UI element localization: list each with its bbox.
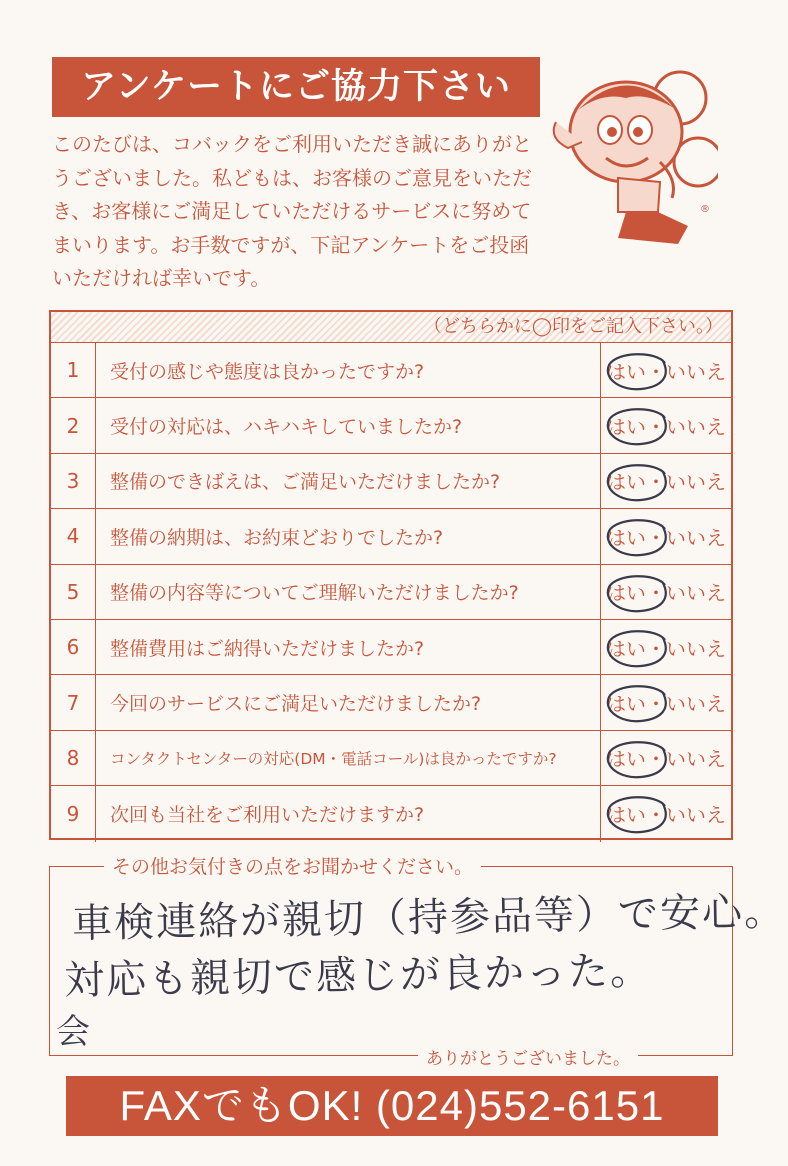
handwritten-comment-line-2: 対応も親切で感じが良かった。 [63,947,653,1005]
question-number: 8 [51,731,96,785]
answer-label: はい・いいえ [606,803,726,828]
survey-title: アンケートにご協力下さい [52,57,540,117]
question-number: 2 [51,398,96,452]
answer-label: はい・いいえ [606,636,726,661]
survey-row [51,620,731,675]
answer-label: はい・いいえ [606,525,726,550]
answer-choice[interactable] [601,398,731,452]
survey-row [51,398,731,453]
comments-title: その他お気付きの点をお聞かせください。 [104,852,481,879]
handwritten-comment-line-1: 車検連絡が親切（持参品等）で安心。 [71,888,787,948]
answer-label: はい・いいえ [606,747,726,772]
question-text: 次回も当社をご利用いただけますか? [96,786,601,841]
survey-row [51,343,731,398]
answer-choice[interactable] [601,786,731,841]
hand-drawn-circle-mark [603,626,673,670]
hand-drawn-circle-mark [603,515,673,559]
question-number: 7 [51,675,96,729]
answer-choice[interactable] [601,731,731,785]
question-number: 6 [51,620,96,674]
answer-choice[interactable] [601,675,731,729]
hand-drawn-circle-mark [603,792,673,836]
survey-instruction: （どちらかに◯印をご記入下さい。） [51,312,731,343]
question-text: コンタクトセンターの対応(DM・電話コール)は良かったですか? [96,731,601,785]
intro-text: このたびは、コバックをご利用いただき誠にありがとうございました。私どもは、お客様のご意見をいただき、お客様にご満足していただけるサービスに努めてまいります。お手数ですが、下記アンケートをご投函いただければ幸いです。 [52,132,532,290]
question-text: 受付の感じや態度は良かったですか? [96,343,601,397]
answer-choice[interactable] [601,343,731,397]
question-number: 9 [51,786,96,841]
thanks-text: ありがとうございました。 [418,1044,638,1069]
survey-row [51,731,731,786]
answer-choice[interactable] [601,509,731,563]
answer-label: はい・いいえ [606,359,726,384]
answer-label: はい・いいえ [606,581,726,606]
answer-choice[interactable] [601,454,731,508]
question-text: 整備のできばえは、ご満足いただけましたか? [96,454,601,508]
question-text: 整備の内容等についてご理解いただけましたか? [96,565,601,619]
hand-drawn-circle-mark [603,349,673,393]
question-number: 5 [51,565,96,619]
answer-choice[interactable] [601,620,731,674]
question-number: 4 [51,509,96,563]
question-text: 受付の対応は、ハキハキしていましたか? [96,398,601,452]
question-text: 整備の納期は、お約束どおりでしたか? [96,509,601,563]
question-text: 今回のサービスにご満足いただけましたか? [96,675,601,729]
survey-row [51,454,731,509]
answer-label: はい・いいえ [606,470,726,495]
hand-drawn-circle-mark [603,571,673,615]
question-number: 3 [51,454,96,508]
survey-table [49,310,733,840]
answer-label: はい・いいえ [606,692,726,717]
registered-mark: ® [700,204,710,215]
answer-label: はい・いいえ [606,415,726,440]
mascot-illustration [548,62,718,252]
handwritten-comment-line-3: 会 [56,1012,92,1052]
hand-drawn-circle-mark [603,681,673,725]
survey-row [51,786,731,841]
answer-choice[interactable] [601,565,731,619]
question-number: 1 [51,343,96,397]
hand-drawn-circle-mark [603,737,673,781]
hand-drawn-circle-mark [603,404,673,448]
survey-row [51,509,731,564]
survey-row [51,565,731,620]
survey-row [51,675,731,730]
hand-drawn-circle-mark [603,460,673,504]
question-text: 整備費用はご納得いただけましたか? [96,620,601,674]
fax-banner: FAXでもOK! (024)552-6151 [66,1076,718,1136]
